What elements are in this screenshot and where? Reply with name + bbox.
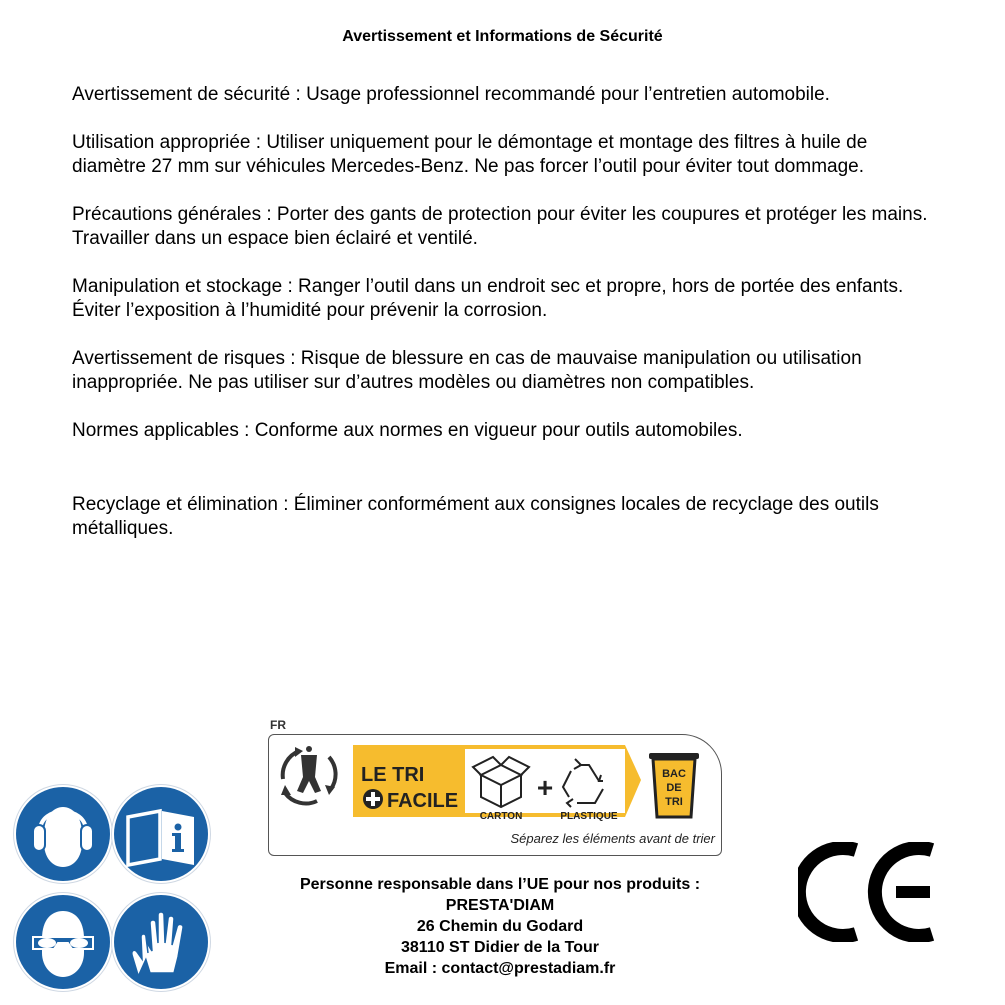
section-appropriate-use: Utilisation appropriée : Utiliser uniquement pour le démontage et montage des filtres à huile de diamètre 27 mm sur véhicules Mercedes-Benz. Ne pas forcer l’outil pour éviter tout dommage. bbox=[72, 132, 868, 177]
eu-responsible-person bbox=[240, 874, 760, 979]
country-code: FR bbox=[270, 718, 286, 732]
bin-line3: TRI bbox=[665, 796, 683, 808]
ear-protection-icon bbox=[16, 787, 110, 881]
bin-line2: DE bbox=[666, 782, 682, 794]
plus-sign: + bbox=[536, 772, 554, 803]
section-safety-warning: Avertissement de sécurité : Usage professionnel recommandé pour l’entretien automobile. bbox=[72, 84, 830, 105]
triman-line2: FACILE bbox=[387, 790, 459, 812]
document-title: Avertissement et Informations de Sécurité bbox=[342, 28, 663, 45]
responsible-company: PRESTA'DIAM bbox=[445, 897, 555, 914]
responsible-email: Email : contact@prestadiam.fr bbox=[384, 960, 616, 977]
triman-icon bbox=[281, 746, 336, 804]
section-applicable-standards: Normes applicables : Conforme aux normes en vigueur pour outils automobiles. bbox=[72, 420, 743, 441]
read-manual-icon bbox=[114, 787, 208, 881]
eye-protection-icon bbox=[16, 895, 110, 989]
sorting-bin-icon bbox=[649, 753, 699, 817]
triman-footer: Séparez les éléments avant de trier bbox=[510, 831, 715, 846]
plastique-label: PLASTIQUE bbox=[560, 811, 618, 822]
responsible-heading: Personne responsable dans l’UE pour nos produits : bbox=[299, 876, 701, 893]
section-handling-storage: Manipulation et stockage : Ranger l’outil dans un endroit sec et propre, hors de portée des enfants. Éviter l’exposition à l’humidité pour prévenir la corrosion. bbox=[72, 276, 904, 321]
responsible-street: 26 Chemin du Godard bbox=[416, 918, 584, 935]
section-risk-warning: Avertissement de risques : Risque de blessure en cas de mauvaise manipulation ou utilisation inappropriée. Ne pas utiliser sur d’autres modèles ou diamètres non compatibles. bbox=[72, 348, 862, 393]
triman-line1: LE TRI bbox=[361, 764, 425, 786]
section-general-precautions: Précautions générales : Porter des gants de protection pour éviter les coupures et protéger les mains. Travailler dans un espace bien éclairé et ventilé. bbox=[72, 204, 928, 249]
safety-pictograms bbox=[14, 785, 210, 990]
protective-gloves-icon bbox=[114, 895, 208, 989]
responsible-city: 38110 ST Didier de la Tour bbox=[401, 939, 599, 956]
ce-mark-icon bbox=[798, 842, 940, 942]
section-recycling-disposal: Recyclage et élimination : Éliminer conformément aux consignes locales de recyclage des outils métalliques. bbox=[72, 494, 879, 539]
carton-label: CARTON bbox=[479, 811, 523, 822]
bin-line1: BAC bbox=[662, 768, 686, 780]
safety-sections bbox=[72, 83, 932, 565]
triman-sorting-logo bbox=[268, 734, 722, 856]
